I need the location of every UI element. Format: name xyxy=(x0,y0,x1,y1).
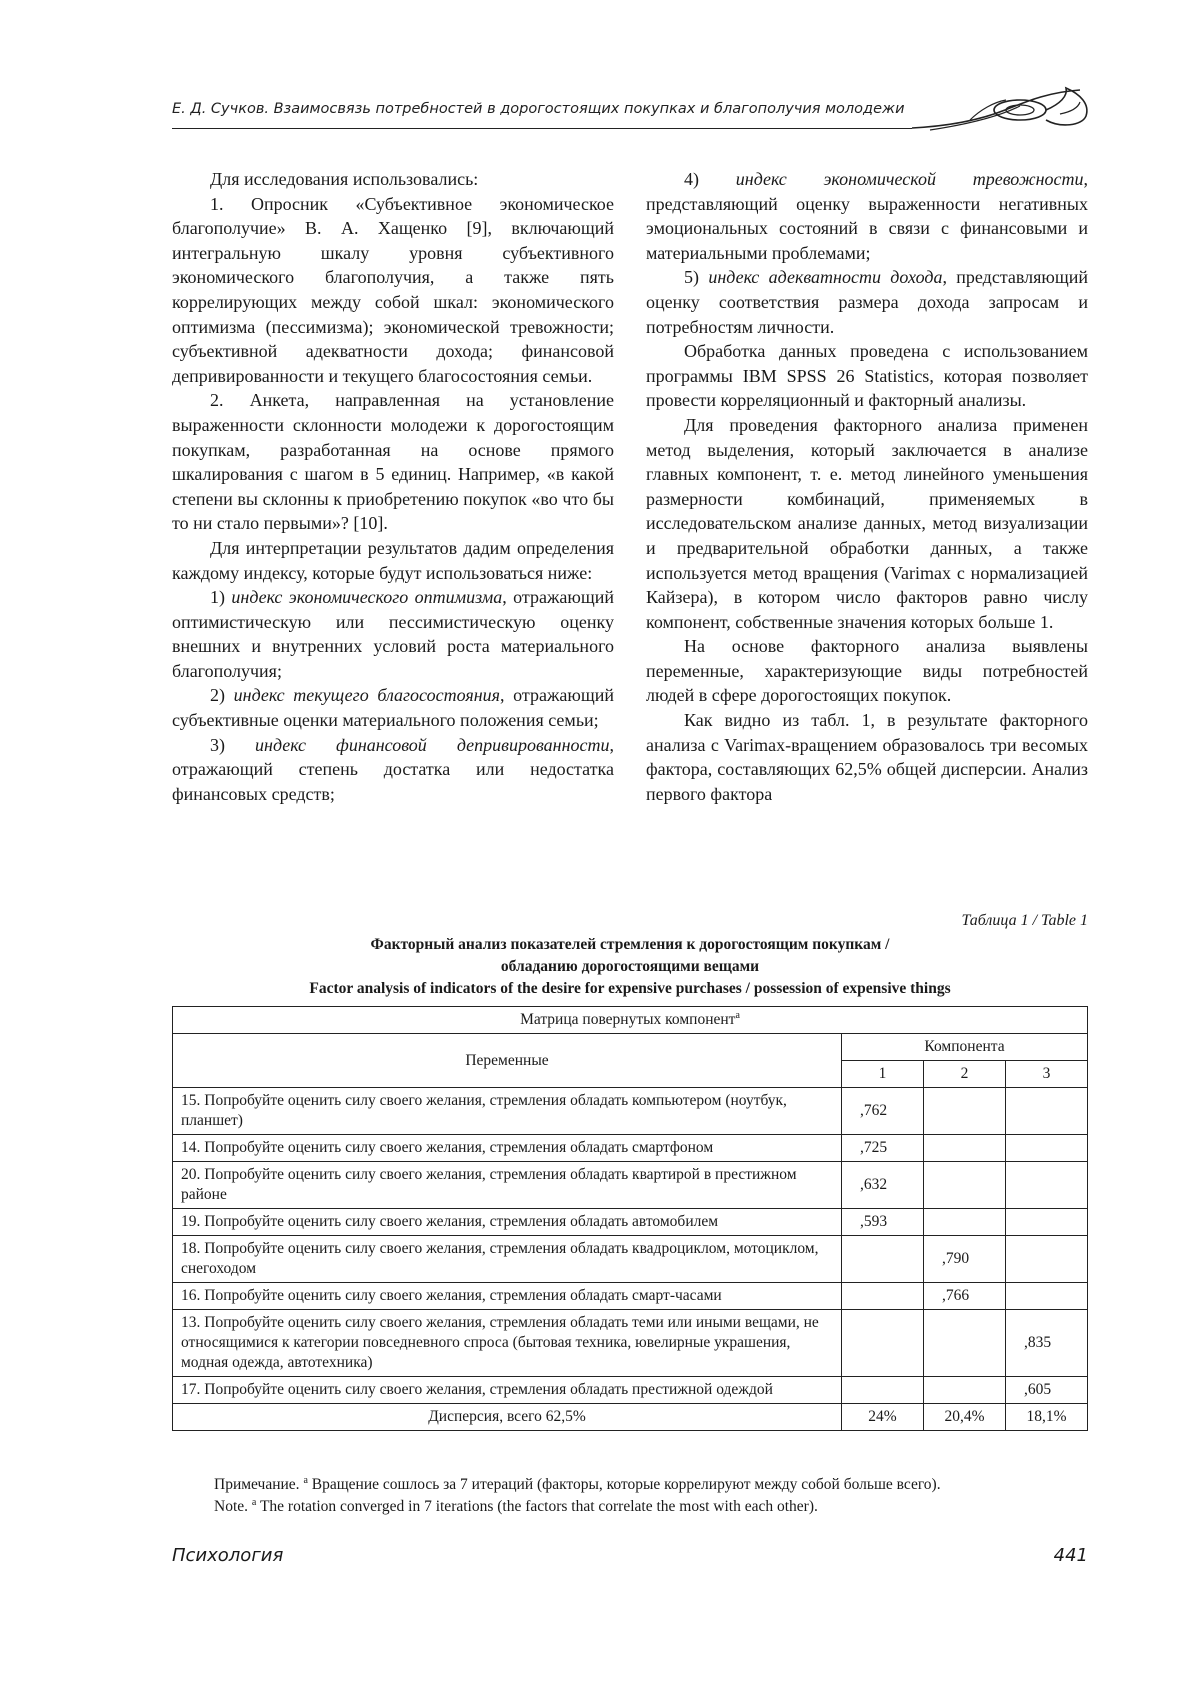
table-title-ru-line1: Факторный анализ показателей стремления к дорогостоящим покупкам / xyxy=(172,934,1088,956)
paragraph: 2) индекс текущего благосостояния, отражающий субъективные оценки материального положения семьи; xyxy=(172,683,614,732)
loading-cell: ,605 xyxy=(1006,1377,1088,1404)
table-total-row xyxy=(173,1404,1088,1431)
loading-cell xyxy=(1006,1209,1088,1236)
factor-analysis-table xyxy=(172,1006,1088,1431)
loading-cell xyxy=(1006,1088,1088,1135)
paragraph: Для интерпретации результатов дадим определения каждому индексу, которые будут использоваться ниже: xyxy=(172,536,614,585)
paragraph: На основе факторного анализа выявлены переменные, характеризующие виды потребностей людей в сфере дорогостоящих покупок. xyxy=(646,634,1088,708)
variable-cell: 13. Попробуйте оценить силу своего желания, стремления обладать теми или иными вещами, не относящимися к категории повседневного спроса (бытовая техника, ювелирные украшения, модная одежда, автотехника) xyxy=(173,1310,842,1377)
paragraph: 5) индекс адекватности дохода, представляющий оценку соответствия размера дохода запросам и потребностям личности. xyxy=(646,265,1088,339)
left-column xyxy=(172,167,614,806)
loading-cell xyxy=(1006,1236,1088,1283)
paragraph: Для проведения факторного анализа применен метод выделения, который заключается в анализе главных компонент, т. е. метод линейного уменьшения размерности комбинаций, применяемых в исследовательском анализе данных, метод визуализации и предварительной обработки данных, а также используется метод вращения (Varimax с нормализацией Кайзера), в котором число факторов равно числу компонент, собственные значения которых больше 1. xyxy=(646,413,1088,634)
loading-cell xyxy=(924,1377,1006,1404)
component-header-cell: Компонента xyxy=(842,1034,1088,1061)
table-row xyxy=(173,1209,1088,1236)
loading-cell xyxy=(924,1209,1006,1236)
note-en: Note. a The rotation converged in 7 iterations (the factors that correlate the most with each other). xyxy=(214,1496,1094,1518)
decorative-ornament-icon xyxy=(910,80,1100,140)
note-ru: Примечание. a Вращение сошлось за 7 итераций (факторы, которые коррелируют между собой больше всего). xyxy=(214,1474,1094,1496)
loading-cell: ,835 xyxy=(1006,1310,1088,1377)
loading-cell xyxy=(1006,1135,1088,1162)
page xyxy=(0,0,1200,1697)
loading-cell: ,593 xyxy=(842,1209,924,1236)
paragraph: 4) индекс экономической тревожности, представляющий оценку выраженности негативных эмоциональных состояний в связи с финансовыми и материальными проблемами; xyxy=(646,167,1088,265)
loading-cell xyxy=(842,1283,924,1310)
loading-cell xyxy=(924,1310,1006,1377)
table-row xyxy=(173,1162,1088,1209)
component-col-1: 1 xyxy=(842,1061,924,1088)
total-cell: 24% xyxy=(842,1404,924,1431)
loading-cell xyxy=(842,1310,924,1377)
variable-cell: 15. Попробуйте оценить силу своего желания, стремления обладать компьютером (ноутбук, планшет) xyxy=(173,1088,842,1135)
table-row xyxy=(173,1310,1088,1377)
matrix-header-cell: Матрица повернутых компонентa xyxy=(173,1007,1088,1034)
page-number: 441 xyxy=(1054,1545,1088,1566)
loading-cell xyxy=(924,1088,1006,1135)
loading-cell: ,790 xyxy=(924,1236,1006,1283)
paragraph: Для исследования использовались: xyxy=(172,167,614,192)
table-header-row xyxy=(173,1007,1088,1034)
variable-cell: 14. Попробуйте оценить силу своего желания, стремления обладать смартфоном xyxy=(173,1135,842,1162)
table-title xyxy=(172,934,1088,1000)
component-col-2: 2 xyxy=(924,1061,1006,1088)
loading-cell xyxy=(1006,1162,1088,1209)
table-row xyxy=(173,1135,1088,1162)
paragraph: 2. Анкета, направленная на установление выраженности склонности молодежи к дорогостоящим покупкам, разработанная на основе прямого шкалирования с шагом в 5 единиц. Например, «в какой степени вы склонны к приобретению покупок «во что бы то ни стало первыми»? [10]. xyxy=(172,388,614,536)
variable-cell: 20. Попробуйте оценить силу своего желания, стремления обладать квартирой в престижном районе xyxy=(173,1162,842,1209)
paragraph: 3) индекс финансовой депривированности, отражающий степень достатка или недостатка финансовых средств; xyxy=(172,733,614,807)
variable-cell: 19. Попробуйте оценить силу своего желания, стремления обладать автомобилем xyxy=(173,1209,842,1236)
loading-cell xyxy=(842,1236,924,1283)
loading-cell: ,632 xyxy=(842,1162,924,1209)
right-column xyxy=(646,167,1088,806)
table-note xyxy=(214,1474,1094,1518)
table-title-ru-line2: обладанию дорогостоящими вещами xyxy=(172,956,1088,978)
paragraph: 1. Опросник «Субъективное экономическое благополучие» В. А. Хащенко [9], включающий интегральную шкалу уровня субъективного экономического благополучия, а также пять коррелирующих между собой шкал: экономического оптимизма (пессимизма); экономической тревожности; субъективной адекватности дохода; финансовой деприви­рованности и текущего благосостояния семьи. xyxy=(172,192,614,389)
table-row xyxy=(173,1088,1088,1135)
table-row xyxy=(173,1236,1088,1283)
loading-cell: ,762 xyxy=(842,1088,924,1135)
variables-header-cell: Переменные xyxy=(173,1034,842,1088)
paragraph: Как видно из табл. 1, в результате факторного анализа с Varimax-вращением образовалось три весомых фактора, составляющих 62,5% общей дисперсии. Анализ первого фактора xyxy=(646,708,1088,806)
paragraph: Обработка данных проведена с использованием программы IBM SPSS 26 Statistics, которая позволяет провести корреляционный и факторный анализы. xyxy=(646,339,1088,413)
table-row xyxy=(173,1377,1088,1404)
total-cell: 18,1% xyxy=(1006,1404,1088,1431)
loading-cell xyxy=(924,1162,1006,1209)
loading-cell xyxy=(924,1135,1006,1162)
variable-cell: 18. Попробуйте оценить силу своего желания, стремления обладать квадроциклом, мотоциклом, снегоходом xyxy=(173,1236,842,1283)
variable-cell: 17. Попробуйте оценить силу своего желания, стремления обладать престижной одеждой xyxy=(173,1377,842,1404)
loading-cell xyxy=(842,1377,924,1404)
journal-section: Психология xyxy=(172,1545,283,1566)
loading-cell: ,725 xyxy=(842,1135,924,1162)
table-header-row xyxy=(173,1034,1088,1061)
table-caption: Таблица 1 / Table 1 xyxy=(961,912,1088,930)
paragraph: 1) индекс экономического оптимизма, отражающий оптимистическую или пессимистическую оценку внешних и внутренних условий роста материального благополучия; xyxy=(172,585,614,683)
total-cell: 20,4% xyxy=(924,1404,1006,1431)
variable-cell: 16. Попробуйте оценить силу своего желания, стремления обладать смарт-часами xyxy=(173,1283,842,1310)
running-header: Е. Д. Сучков. Взаимосвязь потребностей в дорогостоящих покупках и благополучия молодежи xyxy=(172,101,932,117)
header-rule xyxy=(172,128,912,129)
table-title-en: Factor analysis of indicators of the desire for expensive purchases / possession of expensive things xyxy=(172,978,1088,1000)
loading-cell xyxy=(1006,1283,1088,1310)
loading-cell: ,766 xyxy=(924,1283,1006,1310)
component-col-3: 3 xyxy=(1006,1061,1088,1088)
table-row xyxy=(173,1283,1088,1310)
total-label-cell: Дисперсия, всего 62,5% xyxy=(173,1404,842,1431)
